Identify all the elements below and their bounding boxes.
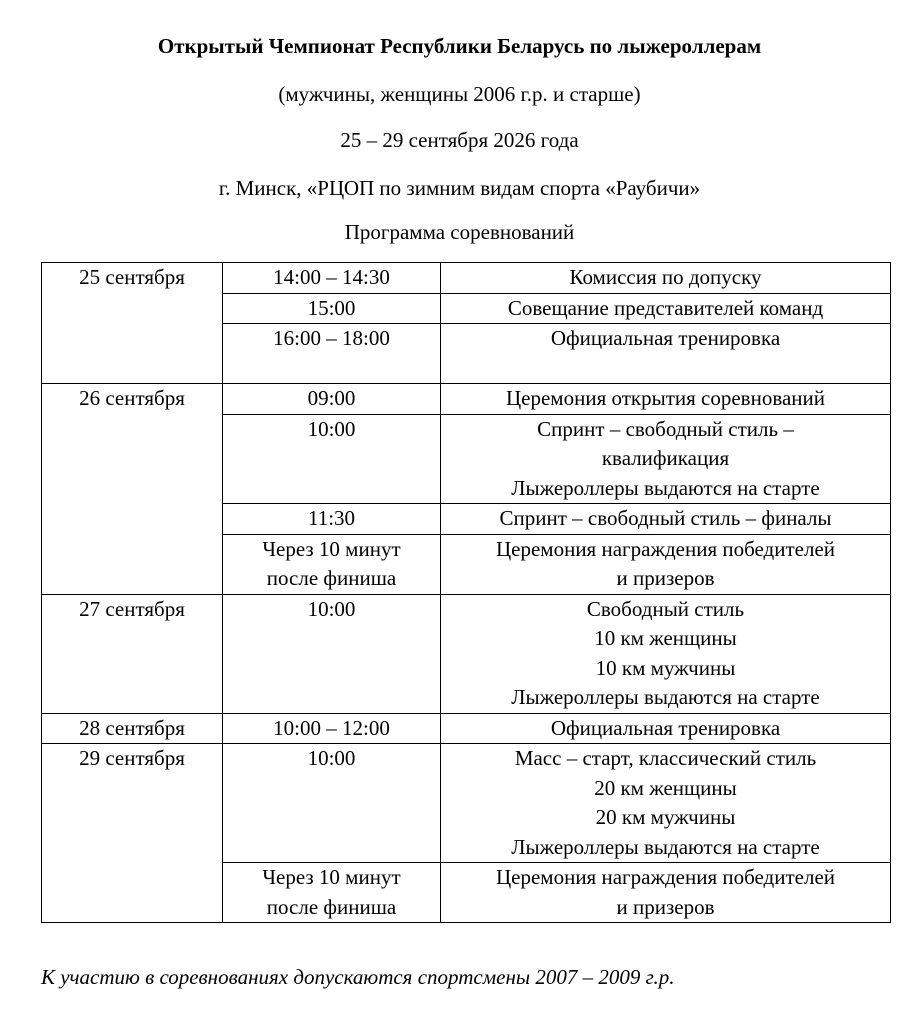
event-description-line: квалификация	[601, 446, 730, 470]
schedule-row	[42, 594, 891, 713]
event-time-cell	[223, 504, 441, 535]
schedule-row	[42, 263, 891, 294]
day-date-cell: 27 сентября	[42, 594, 223, 713]
event-description-line: Масс – старт, классический стиль	[514, 746, 817, 770]
schedule-row	[42, 713, 891, 744]
event-time-line: 14:00 – 14:30	[273, 265, 390, 289]
blank-line	[441, 354, 890, 384]
event-time-line: 16:00 – 18:00	[273, 326, 390, 350]
event-description-line: Совещание представителей команд	[507, 295, 824, 320]
document-subtitle: (мужчины, женщины 2006 г.р. и старше)	[278, 82, 641, 106]
event-description-line: Спринт – свободный стиль –	[537, 416, 794, 441]
event-time-line: 10:00	[307, 416, 356, 441]
day-date-cell: 28 сентября	[42, 713, 223, 744]
schedule-table	[41, 262, 891, 923]
event-time-line: 10:00	[307, 596, 356, 621]
day-date-cell: 29 сентября	[42, 744, 223, 923]
program-heading: Программа соревнований	[344, 220, 575, 244]
event-time-cell	[223, 263, 441, 294]
event-description-line: Церемония награждения победителей	[495, 865, 836, 889]
event-dates: 25 – 29 сентября 2026 года	[340, 128, 579, 152]
event-description-line: и призеров	[616, 566, 715, 590]
event-description-line: Лыжероллеры выдаются на старте	[511, 685, 820, 709]
event-time-line: 10:00	[307, 746, 356, 770]
event-description-line: Церемония награждения победителей	[495, 536, 836, 561]
event-description-line: 10 км мужчины	[595, 655, 736, 680]
event-description-cell	[441, 863, 891, 923]
event-time-line: 15:00	[307, 295, 356, 320]
event-time-cell	[223, 744, 441, 863]
event-description-line: Комиссия по допуску	[569, 265, 762, 289]
event-description-cell	[441, 263, 891, 294]
event-description-cell	[441, 324, 891, 384]
event-description-line: и призеров	[616, 894, 715, 919]
event-description-cell	[441, 534, 891, 594]
event-time-line: 09:00	[307, 386, 356, 410]
event-time-cell	[223, 863, 441, 923]
schedule-row	[42, 744, 891, 863]
event-description-cell	[441, 384, 891, 415]
event-description-cell	[441, 504, 891, 535]
event-description-line: Официальная тренировка	[550, 326, 781, 350]
event-time-line: 10:00 – 12:00	[273, 715, 390, 740]
event-time-cell	[223, 414, 441, 504]
event-description-line: Официальная тренировка	[550, 715, 781, 740]
event-description-line: Свободный стиль	[586, 596, 745, 621]
event-description-line: 20 км женщины	[594, 775, 737, 800]
event-description-cell	[441, 744, 891, 863]
eligibility-note: К участию в соревнованиях допускаются спортсмены 2007 – 2009 г.р.	[41, 965, 675, 989]
event-time-line: после финиша	[266, 894, 397, 919]
event-time-cell	[223, 713, 441, 744]
event-description-cell	[441, 594, 891, 713]
document-title: Открытый Чемпионат Республики Беларусь по лыжероллерам	[157, 34, 762, 58]
event-time-cell	[223, 594, 441, 713]
schedule-body	[42, 263, 891, 923]
event-venue: г. Минск, «РЦОП по зимним видам спорта «Раубичи»	[218, 176, 701, 200]
event-time-line: 11:30	[307, 506, 356, 530]
event-description-line: Лыжероллеры выдаются на старте	[511, 475, 820, 500]
event-time-cell	[223, 324, 441, 384]
event-description-cell	[441, 414, 891, 504]
event-time-cell	[223, 384, 441, 415]
event-time-cell	[223, 534, 441, 594]
schedule-row	[42, 384, 891, 415]
event-time-cell	[223, 293, 441, 324]
event-description-line: 10 км женщины	[594, 626, 737, 650]
day-date-cell: 26 сентября	[42, 384, 223, 595]
event-time-line: Через 10 минут	[262, 865, 401, 889]
event-description-line: 20 км мужчины	[595, 805, 736, 829]
event-time-line: Через 10 минут	[262, 536, 401, 561]
event-description-cell	[441, 293, 891, 324]
event-description-line: Церемония открытия соревнований	[506, 386, 825, 410]
event-description-cell	[441, 713, 891, 744]
day-date-cell: 25 сентября	[42, 263, 223, 384]
event-description-line: Спринт – свободный стиль – финалы	[499, 506, 832, 530]
event-time-line: после финиша	[266, 566, 397, 590]
event-description-line: Лыжероллеры выдаются на старте	[511, 834, 820, 859]
